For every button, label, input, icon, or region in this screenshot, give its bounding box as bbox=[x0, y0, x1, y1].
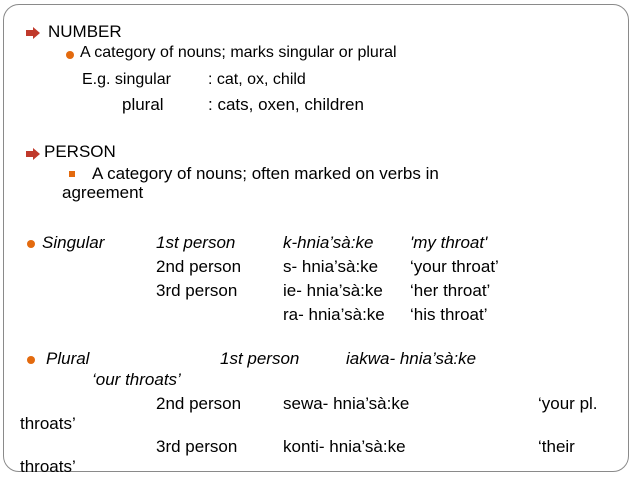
circle-bullet-icon bbox=[66, 51, 74, 59]
singular-row-2-person: 2nd person bbox=[156, 257, 242, 276]
plural-row-2-form: sewa- hnia’sà:ke bbox=[283, 394, 410, 413]
person-definition-line1: A category of nouns; often marked on verbs in bbox=[92, 164, 439, 183]
singular-row-3-gloss: ‘her throat’ bbox=[410, 281, 491, 300]
plural-row-3-gloss-b: throats’ bbox=[20, 457, 76, 476]
circle-bullet-icon bbox=[27, 240, 35, 248]
number-heading: NUMBER bbox=[48, 22, 122, 41]
singular-row-4-form: ra- hnia’sà:ke bbox=[283, 305, 385, 324]
arrow-bullet-icon bbox=[26, 27, 40, 39]
person-heading: PERSON bbox=[44, 142, 116, 161]
number-definition: A category of nouns; marks singular or plural bbox=[80, 44, 397, 61]
plural-label: Plural bbox=[46, 349, 90, 368]
singular-row-1-person: 1st person bbox=[156, 233, 236, 252]
number-example-singular-value: : cat, ox, child bbox=[208, 71, 306, 88]
plural-row-1-gloss: ‘our throats’ bbox=[92, 370, 181, 389]
singular-label: Singular bbox=[42, 233, 105, 252]
number-example-plural-label: plural bbox=[122, 95, 164, 114]
number-example-plural-value: : cats, oxen, children bbox=[208, 95, 364, 114]
square-bullet-icon bbox=[69, 171, 75, 177]
plural-row-2-person: 2nd person bbox=[156, 394, 242, 413]
plural-row-3-person: 3rd person bbox=[156, 437, 238, 456]
plural-row-1-person: 1st person bbox=[220, 349, 300, 368]
plural-row-3-form: konti- hnia’sà:ke bbox=[283, 437, 406, 456]
plural-row-3-gloss-a: ‘their bbox=[538, 437, 575, 456]
number-example-singular bbox=[82, 71, 171, 89]
plural-row-2-gloss-a: ‘your pl. bbox=[538, 394, 598, 413]
singular-row-2-gloss: ‘your throat’ bbox=[410, 257, 499, 276]
singular-row-3-person: 3rd person bbox=[156, 281, 238, 300]
person-definition-line2: agreement bbox=[62, 183, 144, 202]
circle-bullet-icon bbox=[27, 356, 35, 364]
singular-row-1-form: k-hnia’sà:ke bbox=[283, 233, 374, 252]
singular-row-3-form: ie- hnia’sà:ke bbox=[283, 281, 383, 300]
plural-row-1-form: iakwa- hnia’sà:ke bbox=[346, 349, 477, 368]
plural-row-2-gloss-b: throats’ bbox=[20, 414, 76, 433]
example-label: E.g. singular bbox=[82, 71, 171, 88]
singular-row-2-form: s- hnia’sà:ke bbox=[283, 257, 379, 276]
arrow-bullet-icon bbox=[26, 148, 40, 160]
singular-row-1-gloss: 'my throat' bbox=[410, 233, 488, 252]
singular-row-4-gloss: ‘his throat’ bbox=[410, 305, 488, 324]
